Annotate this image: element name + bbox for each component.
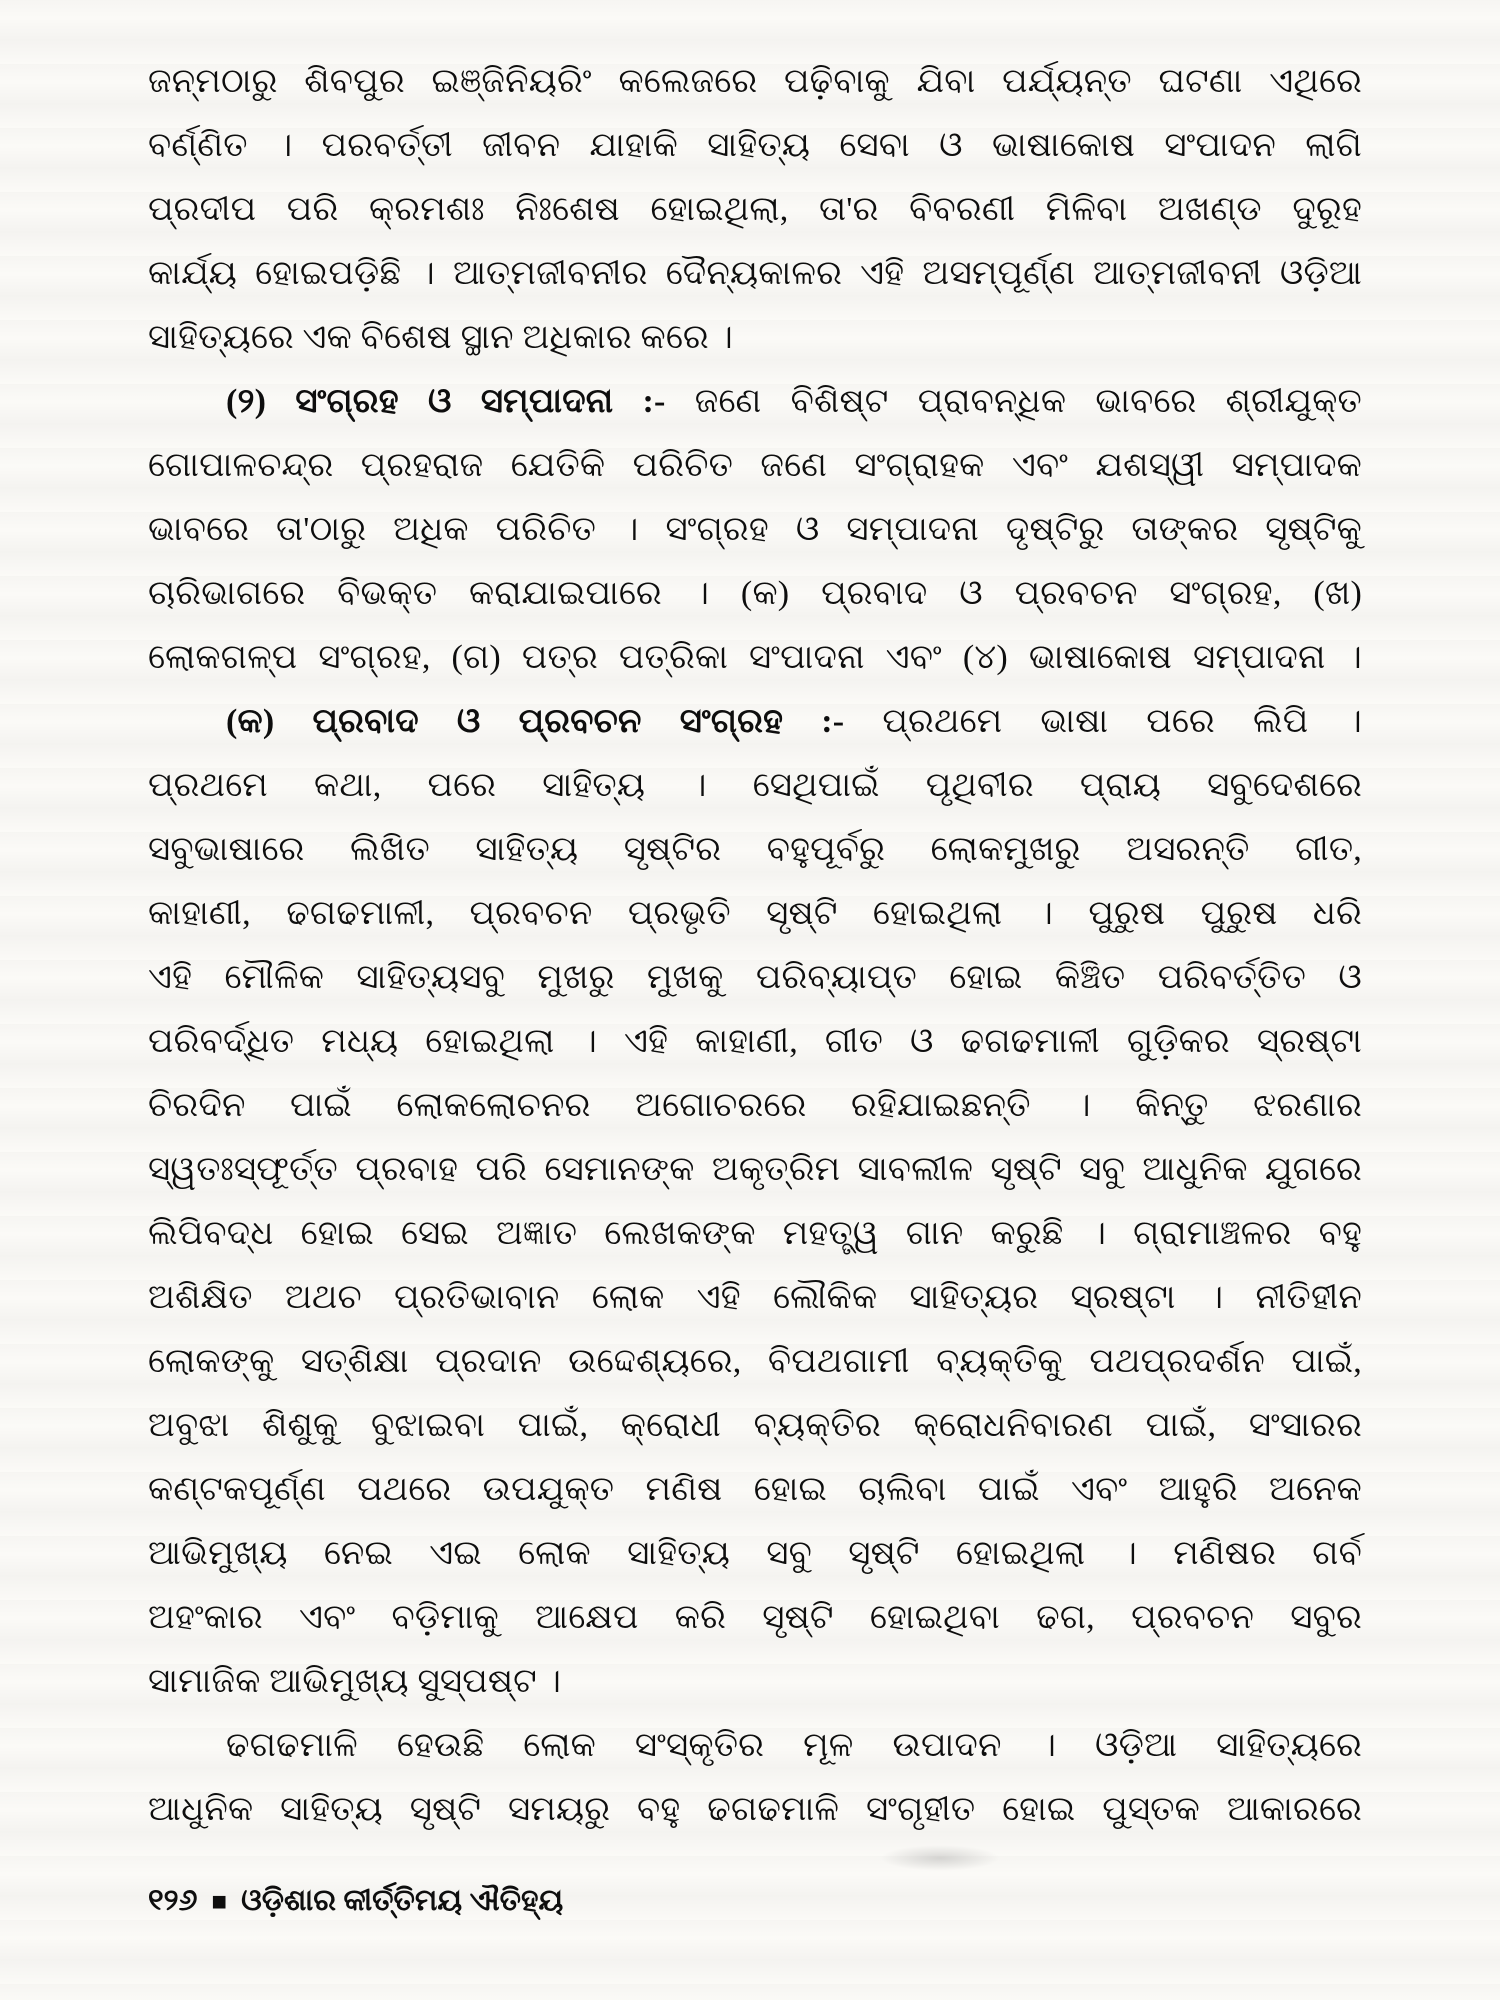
text-segment: କାର୍ଯ୍ୟ ହୋଇପଡ଼ିଛି । ଆତ୍ମଜୀବନୀର ଦୈନ୍ୟକାଳର ଏହି ଅସମ୍ପୂର୍ଣ୍ଣ ଆତ୍ମଜୀବନୀ ଓଡ଼ିଆ	[148, 255, 1362, 292]
text-segment: ସାମାଜିକ ଆଭିମୁଖ୍ୟ ସୁସ୍ପଷ୍ଟ ।	[148, 1663, 562, 1700]
text-line	[148, 626, 1362, 690]
text-segment: ଜଣେ ବିଶିଷ୍ଟ ପ୍ରାବନ୍ଧିକ ଭାବରେ ଶ୍ରୀଯୁକ୍ତ	[694, 383, 1362, 420]
section-heading: (କ) ପ୍ରବାଦ ଓ ପ୍ରବଚନ ସଂଗ୍ରହ :-	[226, 703, 883, 740]
text-segment: କଣ୍ଟକପୂର୍ଣ୍ଣ ପଥରେ ଉପଯୁକ୍ତ ମଣିଷ ହୋଇ ଚାଲିବା ପାଇଁ ଏବଂ ଆହୁରି ଅନେକ	[148, 1471, 1362, 1508]
section-heading: (୨) ସଂଗ୍ରହ ଓ ସମ୍ପାଦନା :-	[226, 383, 695, 420]
text-line	[148, 1458, 1362, 1522]
text-line	[148, 1394, 1362, 1458]
text-segment: ଲୋକଙ୍କୁ ସତ୍ଶିକ୍ଷା ପ୍ରଦାନ ଉଦ୍ଦେଶ୍ୟରେ, ବିପଥଗାମୀ ବ୍ୟକ୍ତିକୁ ପଥପ୍ରଦର୍ଶନ ପାଇଁ,	[148, 1343, 1362, 1380]
text-segment: ସ୍ୱତଃସ୍ଫୂର୍ତ୍ତ ପ୍ରବାହ ପରି ସେମାନଙ୍କ ଅକୃତ୍ରିମ ସାବଲୀଳ ସୃଷ୍ଟି ସବୁ ଆଧୁନିକ ଯୁଗରେ	[148, 1151, 1362, 1188]
text-segment: ଅହଂକାର ଏବଂ ବଡ଼ିମାକୁ ଆକ୍ଷେପ କରି ସୃଷ୍ଟି ହୋଇଥିବା ଢଗ, ପ୍ରବଚନ ସବୁର	[148, 1599, 1362, 1636]
text-line	[148, 242, 1362, 306]
text-segment: ଚିରଦିନ ପାଇଁ ଲୋକଲୋଚନର ଅଗୋଚରରେ ରହିଯାଇଛନ୍ତି । କିନ୍ତୁ ଝରଣାର	[148, 1087, 1362, 1124]
text-segment: ଚାରିଭାଗରେ ବିଭକ୍ତ କରାଯାଇପାରେ । (କ) ପ୍ରବାଦ ଓ ପ୍ରବଚନ ସଂଗ୍ରହ, (ଖ)	[148, 575, 1362, 612]
text-line	[148, 1138, 1362, 1202]
text-line	[148, 1074, 1362, 1138]
text-line	[148, 1778, 1362, 1842]
text-line	[148, 946, 1362, 1010]
text-segment: ଏହି ମୌଳିକ ସାହିତ୍ୟସବୁ ମୁଖରୁ ମୁଖକୁ ପରିବ୍ୟାପ୍ତ ହୋଇ କିଞ୍ଚିତ ପରିବର୍ତ୍ତିତ ଓ	[148, 959, 1362, 996]
text-line	[148, 1714, 1362, 1778]
text-line	[148, 178, 1362, 242]
text-line	[148, 1650, 1362, 1714]
text-segment: ପରିବର୍ଦ୍ଧିତ ମଧ୍ୟ ହୋଇଥିଲା । ଏହି କାହାଣୀ, ଗୀତ ଓ ଢଗଢମାଳୀ ଗୁଡ଼ିକର ସ୍ରଷ୍ଟା	[148, 1023, 1362, 1060]
text-segment: ଲୋକଗଳ୍ପ ସଂଗ୍ରହ, (ଗ) ପତ୍ର ପତ୍ରିକା ସଂପାଦନା ଏବଂ (୪) ଭାଷାକୋଷ ସମ୍ପାଦନା ।	[148, 639, 1362, 676]
text-segment: ଢଗଢମାଳି ହେଉଛି ଲୋକ ସଂସ୍କୃତିର ମୂଳ ଉପାଦନ । ଓଡ଼ିଆ ସାହିତ୍ୟରେ	[226, 1727, 1362, 1764]
text-line	[148, 1330, 1362, 1394]
text-line	[148, 1266, 1362, 1330]
text-line	[148, 1202, 1362, 1266]
text-line	[148, 754, 1362, 818]
text-line	[148, 498, 1362, 562]
text-line	[148, 50, 1362, 114]
text-segment: କାହାଣୀ, ଢଗଢମାଳୀ, ପ୍ରବଚନ ପ୍ରଭୃତି ସୃଷ୍ଟି ହୋଇଥିଲା । ପୁରୁଷ ପୁରୁଷ ଧରି	[148, 895, 1362, 932]
text-segment: ଆଧୁନିକ ସାହିତ୍ୟ ସୃଷ୍ଟି ସମୟରୁ ବହୁ ଢଗଢମାଳି ସଂଗୃହୀତ ହୋଇ ପୁସ୍ତକ ଆକାରରେ	[148, 1791, 1362, 1828]
text-line	[148, 818, 1362, 882]
text-segment: ଆଭିମୁଖ୍ୟ ନେଇ ଏଇ ଲୋକ ସାହିତ୍ୟ ସବୁ ସୃଷ୍ଟି ହୋଇଥିଲା । ମଣିଷର ଗର୍ବ	[148, 1535, 1362, 1572]
text-line	[148, 434, 1362, 498]
text-line	[148, 1010, 1362, 1074]
square-bullet-icon: ■	[211, 1887, 228, 1916]
text-segment: ଅବୁଝା ଶିଶୁକୁ ବୁଝାଇବା ପାଇଁ, କ୍ରୋଧୀ ବ୍ୟକ୍ତିର କ୍ରୋଧନିବାରଣ ପାଇଁ, ସଂସାରର	[148, 1407, 1362, 1444]
text-segment: ଭାବରେ ତା'ଠାରୁ ଅଧିକ ପରିଚିତ । ସଂଗ୍ରହ ଓ ସମ୍ପାଦନା ଦୃଷ୍ଟିରୁ ତାଙ୍କର ସୃଷ୍ଟିକୁ	[148, 511, 1362, 548]
text-segment: ପ୍ରଥମେ କଥା, ପରେ ସାହିତ୍ୟ । ସେଥିପାଇଁ ପୃଥିବୀର ପ୍ରାୟ ସବୁଦେଶରେ	[148, 767, 1362, 804]
text-segment: ଅଶିକ୍ଷିତ ଅଥଚ ପ୍ରତିଭାବାନ ଲୋକ ଏହି ଲୌକିକ ସାହିତ୍ୟର ସ୍ରଷ୍ଟା । ନୀତିହୀନ	[148, 1279, 1362, 1316]
text-line	[148, 114, 1362, 178]
text-line	[148, 690, 1362, 754]
text-segment: ଲିପିବଦ୍ଧ ହୋଇ ସେଇ ଅଜ୍ଞାତ ଲେଖକଙ୍କ ମହତ୍ତ୍ୱ ଗାନ କରୁଛି । ଗ୍ରାମାଞ୍ଚଳର ବହୁ	[148, 1215, 1362, 1252]
text-segment: ସାହିତ୍ୟରେ ଏକ ବିଶେଷ ସ୍ଥାନ ଅଧିକାର କରେ ।	[148, 319, 734, 356]
body-text	[148, 50, 1362, 1842]
scan-smudge	[880, 1845, 1000, 1871]
text-line	[148, 1522, 1362, 1586]
page-number: ୧୨୬	[148, 1884, 198, 1917]
text-line	[148, 562, 1362, 626]
text-segment: ଜନ୍ମଠାରୁ ଶିବପୁର ଇଞ୍ଜିନିୟରିଂ କଲେଜରେ ପଢ଼ିବାକୁ ଯିବା ପର୍ଯ୍ୟନ୍ତ ଘଟଣା ଏଥିରେ	[148, 63, 1362, 100]
text-line	[148, 370, 1362, 434]
page-footer	[148, 1884, 563, 1918]
text-line	[148, 306, 1362, 370]
text-segment: ବର୍ଣ୍ଣିତ । ପରବର୍ତ୍ତୀ ଜୀବନ ଯାହାକି ସାହିତ୍ୟ ସେବା ଓ ଭାଷାକୋଷ ସଂପାଦନ ଲାଗି	[148, 127, 1362, 164]
text-line	[148, 882, 1362, 946]
text-segment: ପ୍ରଥମେ ଭାଷା ପରେ ଲିପି ।	[882, 703, 1362, 740]
text-segment: ଗୋପାଳଚନ୍ଦ୍ର ପ୍ରହରାଜ ଯେତିକି ପରିଚିତ ଜଣେ ସଂଗ୍ରାହକ ଏବଂ ଯଶସ୍ୱୀ ସମ୍ପାଦକ	[148, 447, 1362, 484]
text-line	[148, 1586, 1362, 1650]
book-title: ଓଡ଼ିଶାର କୀର୍ତ୍ତିମୟ ଐତିହ୍ୟ	[241, 1884, 564, 1917]
text-segment: ପ୍ରଦୀପ ପରି କ୍ରମଶଃ ନିଃଶେଷ ହୋଇଥିଲା, ତା'ର ବିବରଣୀ ମିଳିବା ଅଖଣ୍ଡ ଦୁରୂହ	[148, 191, 1362, 228]
text-segment: ସବୁଭାଷାରେ ଲିଖିତ ସାହିତ୍ୟ ସୃଷ୍ଟିର ବହୁପୂର୍ବରୁ ଲୋକମୁଖରୁ ଅସରନ୍ତି ଗୀତ,	[148, 831, 1362, 868]
